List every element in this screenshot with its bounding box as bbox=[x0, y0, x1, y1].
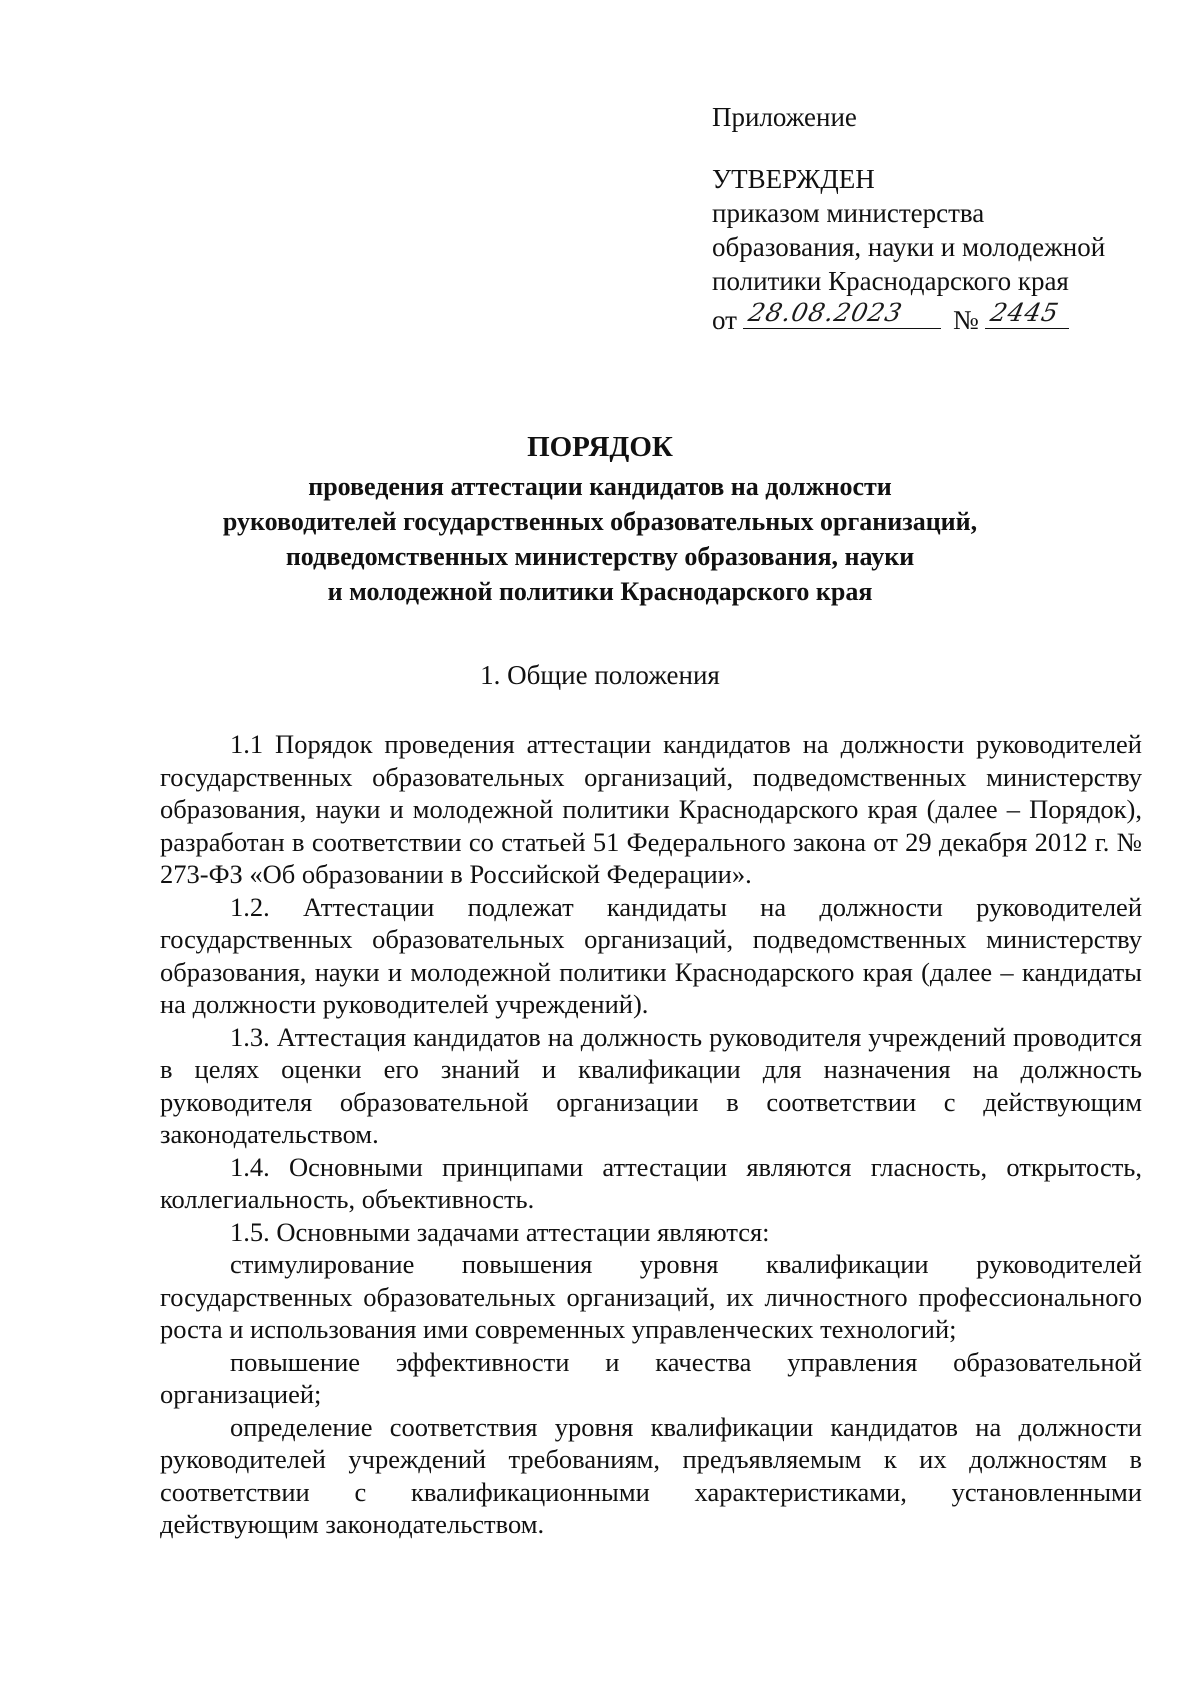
body-text bbox=[160, 728, 1142, 1541]
order-date-line bbox=[712, 298, 1152, 337]
approval-line-2: образования, науки и молодежной bbox=[712, 232, 1106, 262]
approval-line-1: приказом министерства bbox=[712, 198, 985, 228]
paragraph-1-2: 1.2. Аттестации подлежат кандидаты на должности руководителей государственных образовательных организаций, подведомственных министерству образования, науки и молодежной политики Краснодарского края (далее – кандидаты на должности руководителей учреждений). bbox=[160, 891, 1142, 1019]
title-line-1: проведения аттестации кандидатов на должности bbox=[308, 472, 892, 501]
paragraph-1-1: 1.1 Порядок проведения аттестации кандидатов на должности руководителей государственных образовательных организаций, подведомственных министерству образования, науки и молодежной политики Краснодарского края (далее – Порядок), разработан в соответствии со статьей 51 Федерального закона от 29 декабря 2012 г. № 273-ФЗ «Об образовании в Российской Федерации». bbox=[160, 729, 1142, 889]
approval-line-3: политики Краснодарского края bbox=[712, 266, 1069, 296]
approved-label: УТВЕРЖДЕН bbox=[712, 164, 875, 194]
date-field bbox=[743, 298, 941, 329]
title-line-3: подведомственных министерству образования, науки bbox=[285, 542, 915, 571]
handwritten-date: 28.08.2023 bbox=[745, 298, 906, 327]
paragraph-task-3: определение соответствия уровня квалификации кандидатов на должности руководителей учреждений требованиям, предъявляемым к их должностям в соответствии с квалификационными характеристиками, установленными действующим законодательством. bbox=[160, 1411, 1142, 1539]
document-title bbox=[60, 430, 1140, 609]
paragraph-1-5: 1.5. Основными задачами аттестации являются: bbox=[230, 1216, 770, 1247]
paragraph-task-1: стимулирование повышения уровня квалификации руководителей государственных образовательных организаций, их личностного профессионального роста и использования ими современных управленческих технологий; bbox=[160, 1249, 1142, 1344]
paragraph-1-3: 1.3. Аттестация кандидатов на должность руководителя учреждений проводится в целях оценки его знаний и квалификации для назначения на должность руководителя образовательной организации в соответствии с действующим законодательством. bbox=[160, 1021, 1142, 1149]
appendix-label: Приложение bbox=[712, 102, 857, 132]
number-field bbox=[985, 298, 1069, 329]
title-line-2: руководителей государственных образовательных организаций, bbox=[222, 507, 978, 536]
number-label: № bbox=[952, 305, 979, 335]
title-line-4: и молодежной политики Краснодарского края bbox=[327, 577, 873, 606]
handwritten-number: 2445 bbox=[987, 298, 1062, 327]
approval-block bbox=[712, 100, 1152, 337]
section-heading: 1. Общие положения bbox=[480, 660, 720, 690]
paragraph-1-4: 1.4. Основными принципами аттестации являются гласность, открытость, коллегиальность, объективность. bbox=[160, 1151, 1142, 1214]
paragraph-task-2: повышение эффективности и качества управления образовательной организацией; bbox=[160, 1346, 1142, 1409]
title-main: ПОРЯДОК bbox=[527, 431, 673, 463]
from-label: от bbox=[712, 305, 737, 335]
